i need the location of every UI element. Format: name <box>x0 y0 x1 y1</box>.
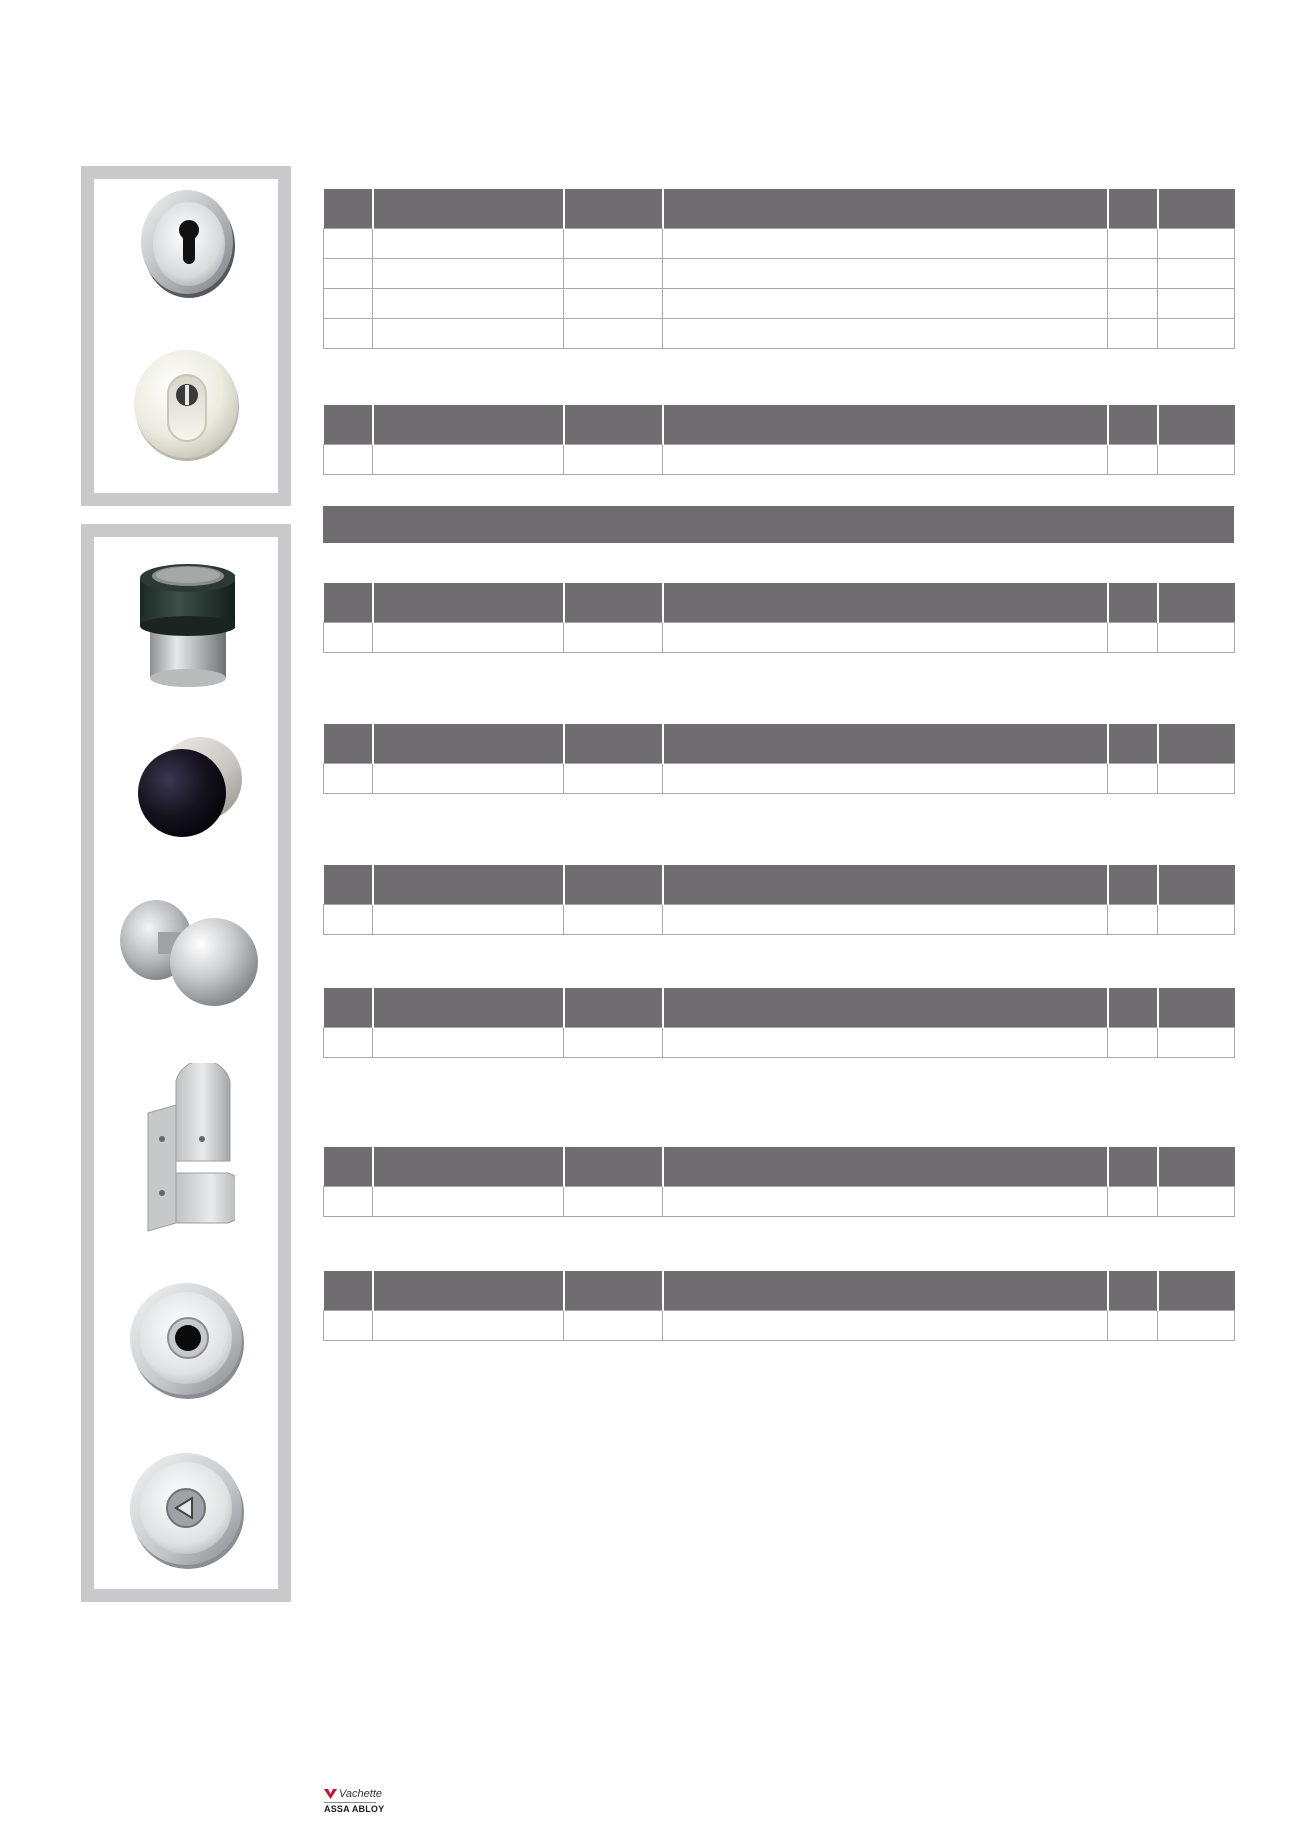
product-table-8 <box>323 1271 1235 1341</box>
section-header-band <box>323 506 1234 543</box>
product-table-3 <box>323 583 1235 653</box>
product-table-1 <box>323 189 1235 349</box>
table-header <box>324 1147 1235 1187</box>
product-table-2 <box>323 405 1235 475</box>
table-row <box>324 289 1235 319</box>
knob-on-rose-icon <box>118 888 258 1013</box>
wc-release-rose-icon <box>128 1280 246 1400</box>
table-row <box>324 229 1235 259</box>
table-header <box>324 988 1235 1028</box>
table-header <box>324 724 1235 764</box>
floor-door-stop-icon <box>140 556 235 691</box>
wall-door-stop-icon <box>136 733 244 841</box>
table-header <box>324 405 1235 445</box>
table-row <box>324 764 1235 794</box>
table-header <box>324 583 1235 623</box>
logo-brand: Vachette <box>339 1788 383 1800</box>
vachette-mark-icon <box>324 1788 337 1800</box>
table-row <box>324 1187 1235 1217</box>
coat-hook-icon <box>140 1063 235 1233</box>
logo-divider <box>324 1802 376 1803</box>
security-escutcheon-icon <box>130 345 245 465</box>
table-header <box>324 1271 1235 1311</box>
product-table-5 <box>323 865 1235 935</box>
vachette-logo <box>324 1788 384 1814</box>
table-row <box>324 1028 1235 1058</box>
table-row <box>324 623 1235 653</box>
table-row <box>324 259 1235 289</box>
table-header <box>324 189 1235 229</box>
table-row <box>324 445 1235 475</box>
product-table-6 <box>323 988 1235 1058</box>
product-table-4 <box>323 724 1235 794</box>
table-row <box>324 1311 1235 1341</box>
table-row <box>324 905 1235 935</box>
table-row <box>324 319 1235 349</box>
wc-turn-rose-icon <box>128 1450 246 1570</box>
table-header <box>324 865 1235 905</box>
product-table-7 <box>323 1147 1235 1217</box>
escutcheon-profile-cylinder-icon <box>137 184 237 304</box>
logo-parent: ASSA ABLOY <box>324 1804 385 1814</box>
